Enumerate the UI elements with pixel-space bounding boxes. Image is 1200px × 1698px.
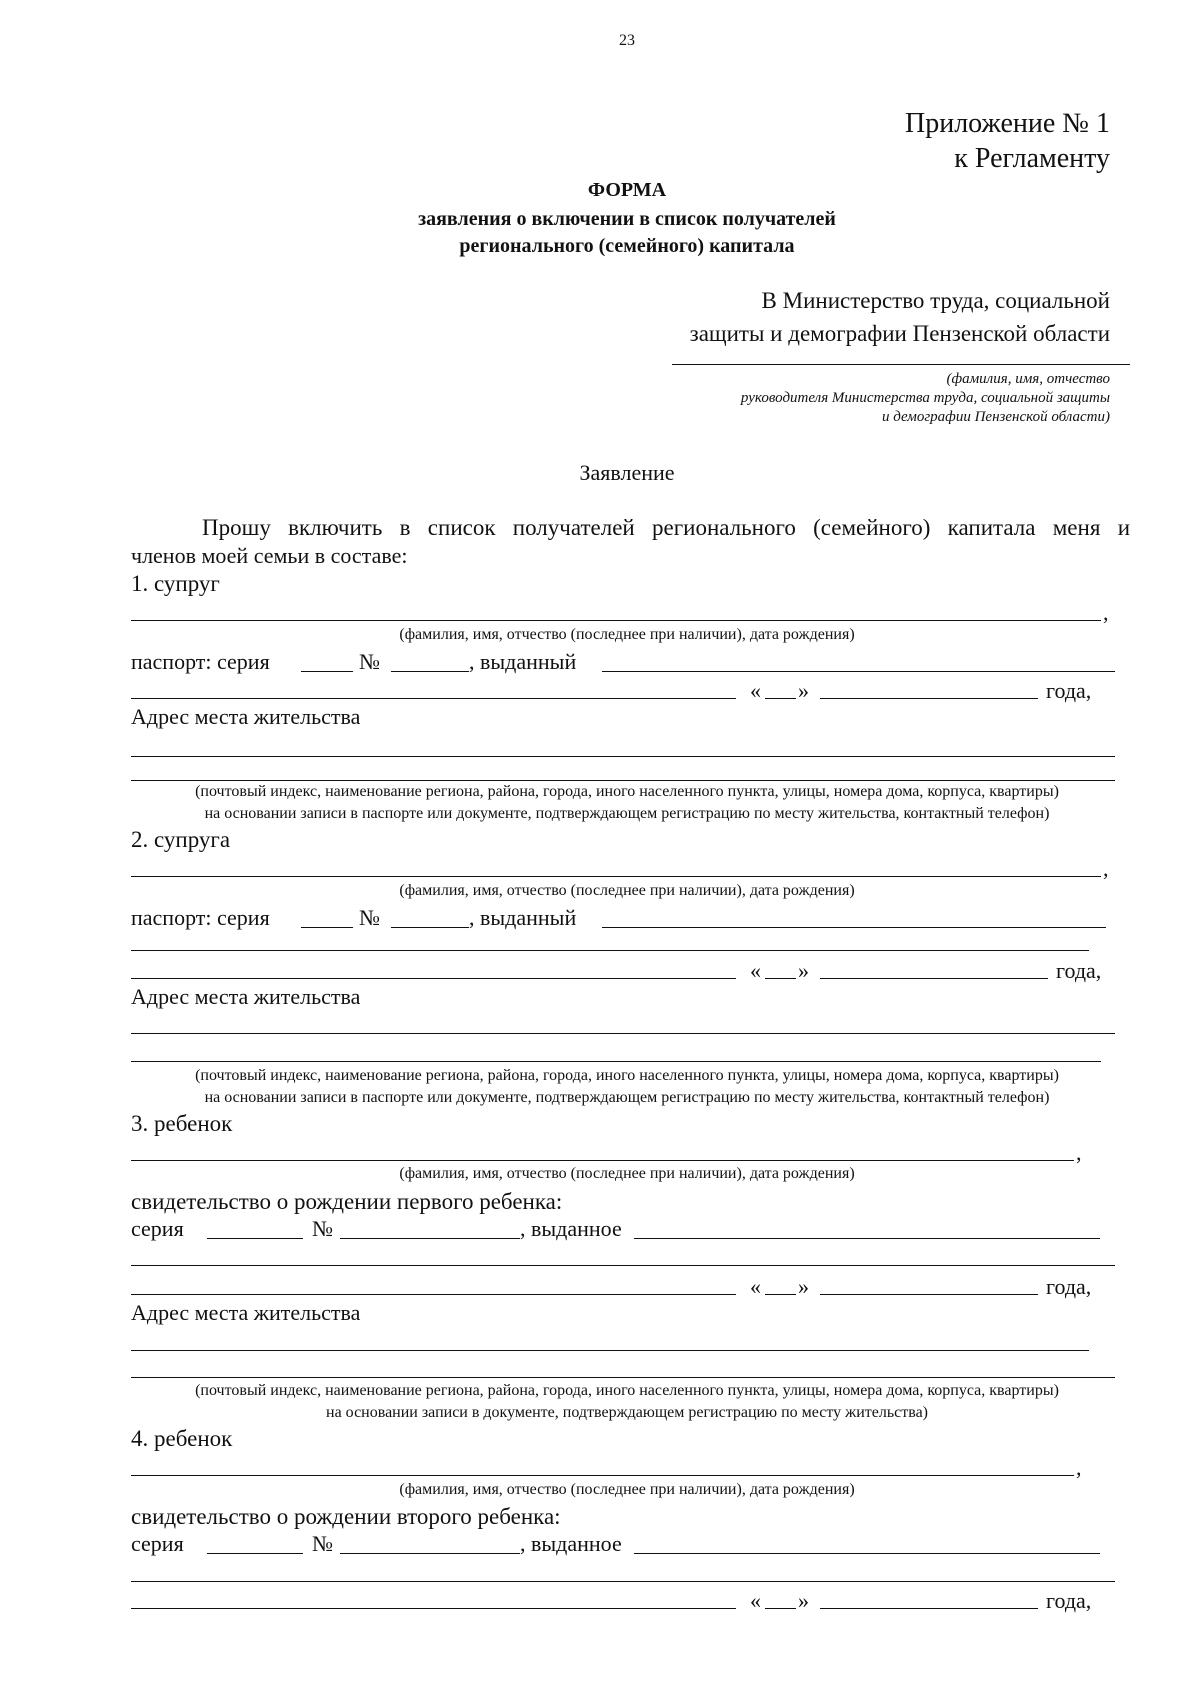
series-label: серия	[131, 1216, 184, 1241]
comma: ,	[1103, 600, 1109, 625]
address-caption-2: на основании записи в паспорте или документе, подтверждающем регистрацию по месту жительства, контактный телефон)	[204, 1089, 1050, 1106]
address-line-1[interactable]	[131, 1033, 1115, 1034]
passport-series-line[interactable]	[301, 671, 353, 672]
address-caption-1: (почтовый индекс, наименование региона, района, города, иного населенного пункта, улицы, номера дома, корпуса, квартиры)	[195, 1382, 1059, 1399]
comma: ,	[1076, 1455, 1082, 1480]
date-month-line[interactable]	[820, 698, 1038, 699]
passport-series-label: паспорт: серия	[131, 905, 270, 930]
birth-certificate-2-label: свидетельство о рождении второго ребенка:	[131, 1504, 561, 1529]
quote-open: «	[750, 958, 761, 983]
addressee-line-2: защиты и демографии Пензенской области	[689, 321, 1110, 346]
passport-series-label: паспорт: серия	[131, 649, 270, 674]
address-line-2[interactable]	[131, 780, 1115, 781]
certificate-issued-line-2[interactable]	[131, 1265, 1115, 1266]
section-child-2-title: 4. ребенок	[131, 1426, 233, 1451]
quote-close: »	[798, 1274, 809, 1299]
certificate-issued-line-3[interactable]	[131, 1608, 736, 1609]
addressee-caption-3: и демографии Пензенской области)	[881, 409, 1110, 425]
intro-line-1: Прошу включить в список получателей регионального (семейного) капитала меня и	[202, 515, 1130, 540]
date-month-line[interactable]	[820, 1294, 1038, 1295]
quote-close: »	[798, 958, 809, 983]
year-label: года,	[1046, 1588, 1092, 1613]
number-label: №	[312, 1531, 333, 1556]
address-caption-1: (почтовый индекс, наименование региона, района, города, иного населенного пункта, улицы, номера дома, корпуса, квартиры)	[195, 1067, 1059, 1084]
certificate-number-line[interactable]	[340, 1238, 520, 1239]
husband-fio-line[interactable]	[131, 620, 1101, 621]
address-label: Адрес места жительства	[131, 704, 361, 729]
address-label: Адрес места жительства	[131, 1300, 361, 1325]
year-label: года,	[1046, 1274, 1092, 1299]
certificate-series-line[interactable]	[207, 1553, 303, 1554]
address-label: Адрес места жительства	[131, 984, 361, 1009]
date-day-line[interactable]	[765, 698, 796, 699]
address-caption-1: (почтовый индекс, наименование региона, района, города, иного населенного пункта, улицы, номера дома, корпуса, квартиры)	[195, 783, 1059, 800]
number-label: №	[359, 905, 380, 930]
section-wife-title: 2. супруга	[131, 827, 231, 852]
date-month-line[interactable]	[820, 978, 1048, 979]
intro-line-2: членов моей семьи в составе:	[131, 543, 408, 568]
series-label: серия	[131, 1531, 184, 1556]
form-title: ФОРМА	[587, 179, 667, 201]
section-husband-title: 1. супруг	[131, 571, 220, 596]
quote-open: «	[750, 678, 761, 703]
date-month-line[interactable]	[820, 1608, 1038, 1609]
issued-label: , выданный	[469, 649, 577, 674]
address-caption-2: на основании записи в паспорте или документе, подтверждающем регистрацию по месту жительства, контактный телефон)	[204, 805, 1050, 822]
quote-close: »	[798, 678, 809, 703]
date-day-line[interactable]	[765, 1294, 796, 1295]
address-line-1[interactable]	[131, 1350, 1089, 1351]
passport-number-line[interactable]	[391, 671, 469, 672]
addressee-caption-2: руководителя Министерства труда, социальной защиты	[740, 390, 1110, 406]
certificate-number-line[interactable]	[340, 1553, 520, 1554]
appendix-number: Приложение № 1	[905, 108, 1110, 139]
addressee-line-1: В Министерство труда, социальной	[761, 288, 1110, 313]
passport-series-line[interactable]	[301, 927, 353, 928]
certificate-issued-line-3[interactable]	[131, 1294, 736, 1295]
quote-open: «	[750, 1588, 761, 1613]
year-label: года,	[1046, 678, 1092, 703]
birth-certificate-1-label: свидетельство о рождении первого ребенка:	[131, 1189, 563, 1214]
fio-caption: (фамилия, имя, отчество (последнее при наличии), дата рождения)	[399, 626, 855, 643]
fio-caption: (фамилия, имя, отчество (последнее при наличии), дата рождения)	[399, 882, 855, 899]
appendix-reference: к Регламенту	[954, 143, 1110, 174]
issued-label: , выданный	[469, 905, 577, 930]
form-subtitle-1: заявления о включении в список получателей	[418, 208, 836, 230]
certificate-issued-line[interactable]	[634, 1553, 1100, 1554]
date-day-line[interactable]	[765, 978, 796, 979]
certificate-issued-line-2[interactable]	[131, 1581, 1115, 1582]
addressee-caption-1: (фамилия, имя, отчество	[946, 371, 1110, 387]
certificate-series-line[interactable]	[207, 1238, 303, 1239]
number-label: №	[359, 649, 380, 674]
comma: ,	[1076, 1140, 1082, 1165]
child-1-fio-line[interactable]	[131, 1160, 1074, 1161]
passport-number-line[interactable]	[391, 927, 469, 928]
date-day-line[interactable]	[765, 1608, 796, 1609]
quote-close: »	[798, 1588, 809, 1613]
address-line-2[interactable]	[131, 1061, 1101, 1062]
form-subtitle-2: регионального (семейного) капитала	[459, 235, 795, 257]
passport-issued-line-3[interactable]	[131, 978, 736, 979]
address-line-1[interactable]	[131, 756, 1115, 757]
number-label: №	[312, 1216, 333, 1241]
issued-label: , выданное	[520, 1216, 622, 1241]
address-caption-2: на основании записи в документе, подтверждающем регистрацию по месту жительства)	[326, 1404, 928, 1421]
passport-issued-line[interactable]	[602, 671, 1115, 672]
wife-fio-line[interactable]	[131, 876, 1101, 877]
passport-issued-line-2[interactable]	[131, 698, 736, 699]
address-line-2[interactable]	[131, 1377, 1115, 1378]
quote-open: «	[750, 1274, 761, 1299]
issued-label: , выданное	[520, 1531, 622, 1556]
comma: ,	[1103, 856, 1109, 881]
child-2-fio-line[interactable]	[131, 1475, 1074, 1476]
section-child-1-title: 3. ребенок	[131, 1111, 233, 1136]
addressee-fio-line[interactable]	[672, 364, 1130, 365]
passport-issued-line[interactable]	[602, 927, 1106, 928]
passport-issued-line-2[interactable]	[131, 950, 1089, 951]
fio-caption: (фамилия, имя, отчество (последнее при наличии), дата рождения)	[399, 1481, 855, 1498]
fio-caption: (фамилия, имя, отчество (последнее при наличии), дата рождения)	[399, 1165, 855, 1182]
certificate-issued-line[interactable]	[634, 1238, 1100, 1239]
year-label: года,	[1056, 958, 1102, 983]
statement-title: Заявление	[579, 460, 675, 485]
page-number: 23	[619, 32, 635, 49]
